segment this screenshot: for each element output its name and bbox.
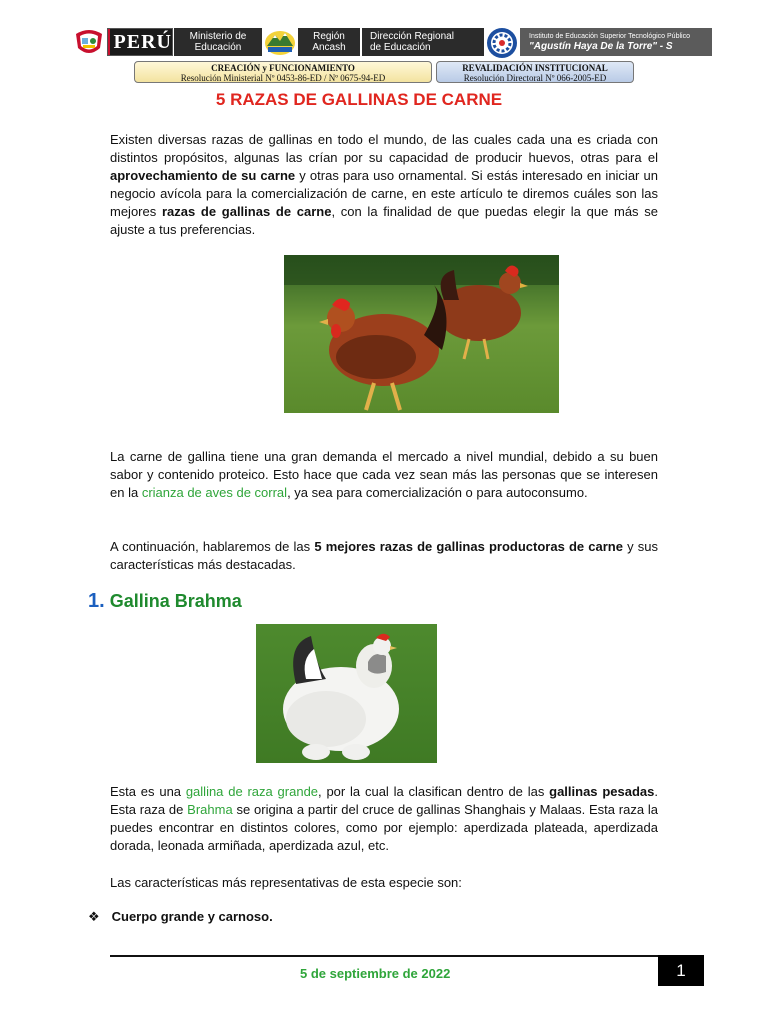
peru-label: PERÚ — [107, 28, 173, 56]
brahma-paragraph: Esta es una gallina de raza grande, por la cual la clasifican dentro de las gallinas pesadas. Esta raza de Brahma se origina a partir del cruce de gallinas Shanghais y Malaas. Esta raza la puedes encontrar en distintos colores, como por ejemplo: aperdizada plateada, aperdizada dorada, leonada armiñada, aperdizada azul, etc. — [110, 784, 658, 853]
brahma-link[interactable]: Brahma — [187, 802, 233, 817]
poultry-link[interactable]: crianza de aves de corral — [141, 485, 288, 500]
institute-logo-icon — [486, 27, 518, 59]
institute-label: Instituto de Educación Superior Tecnológico Público "Agustín Haya De la Torre" - S — [520, 28, 712, 56]
minedu-label: Ministerio de Educación — [174, 28, 262, 56]
document-title: 5 RAZAS DE GALLINAS DE CARNE — [215, 90, 503, 109]
revalidation-resolution: REVALIDACIÓN INSTITUCIONAL Resolución Directoral Nº 066-2005-ED — [436, 61, 634, 83]
dre-label: Dirección Regional de Educación — [362, 28, 484, 56]
roosters-photo — [284, 255, 559, 413]
next-paragraph: A continuación, hablaremos de las 5 mejores razas de gallinas productoras de carne y sus características más destacadas. — [110, 539, 658, 572]
brahma-hen-photo — [256, 624, 437, 763]
large-breed-link[interactable]: gallina de raza grande — [185, 784, 319, 799]
ancash-logo-icon — [264, 26, 296, 58]
footer-date: 5 de septiembre de 2022 — [300, 966, 451, 981]
demand-paragraph: La carne de gallina tiene una gran demanda el mercado a nivel mundial, debido a su buen sabor y contenido proteico. Esto hace que cada vez sean más las personas que se interesen en la crianza de aves de corral, ya sea para comercialización o para autoconsumo. — [110, 449, 658, 500]
creation-resolution: CREACIÓN y FUNCIONAMIENTO Resolución Ministerial Nº 0453-86-ED / Nº 0675-94-ED — [134, 61, 432, 83]
features-intro: Las características más representativas de esta especie son: — [110, 875, 462, 890]
page-number: 1 — [658, 955, 704, 986]
region-label: Región Ancash — [298, 28, 360, 56]
section-heading-brahma: 1. Gallina Brahma — [88, 590, 242, 612]
peru-crest-icon — [72, 26, 106, 58]
footer-divider — [110, 955, 658, 957]
bullet-item: ❖ Cuerpo grande y carnoso. — [88, 909, 273, 924]
intro-paragraph: Existen diversas razas de gallinas en todo el mundo, de las cuales cada una es criada con distintos propósitos, algunas las crían por su capacidad de producir huevos, otras para el aprovechamiento de su carne y otras para uso ornamental. Si estás interesado en iniciar un negocio avícola para la comercialización de carne, en este artículo te diremos cuáles son las mejores razas de gallinas de carne, con la finalidad de que puedas elegir la que más se ajuste a tus preferencias. — [110, 132, 658, 237]
diamond-bullet-icon: ❖ — [88, 909, 100, 924]
